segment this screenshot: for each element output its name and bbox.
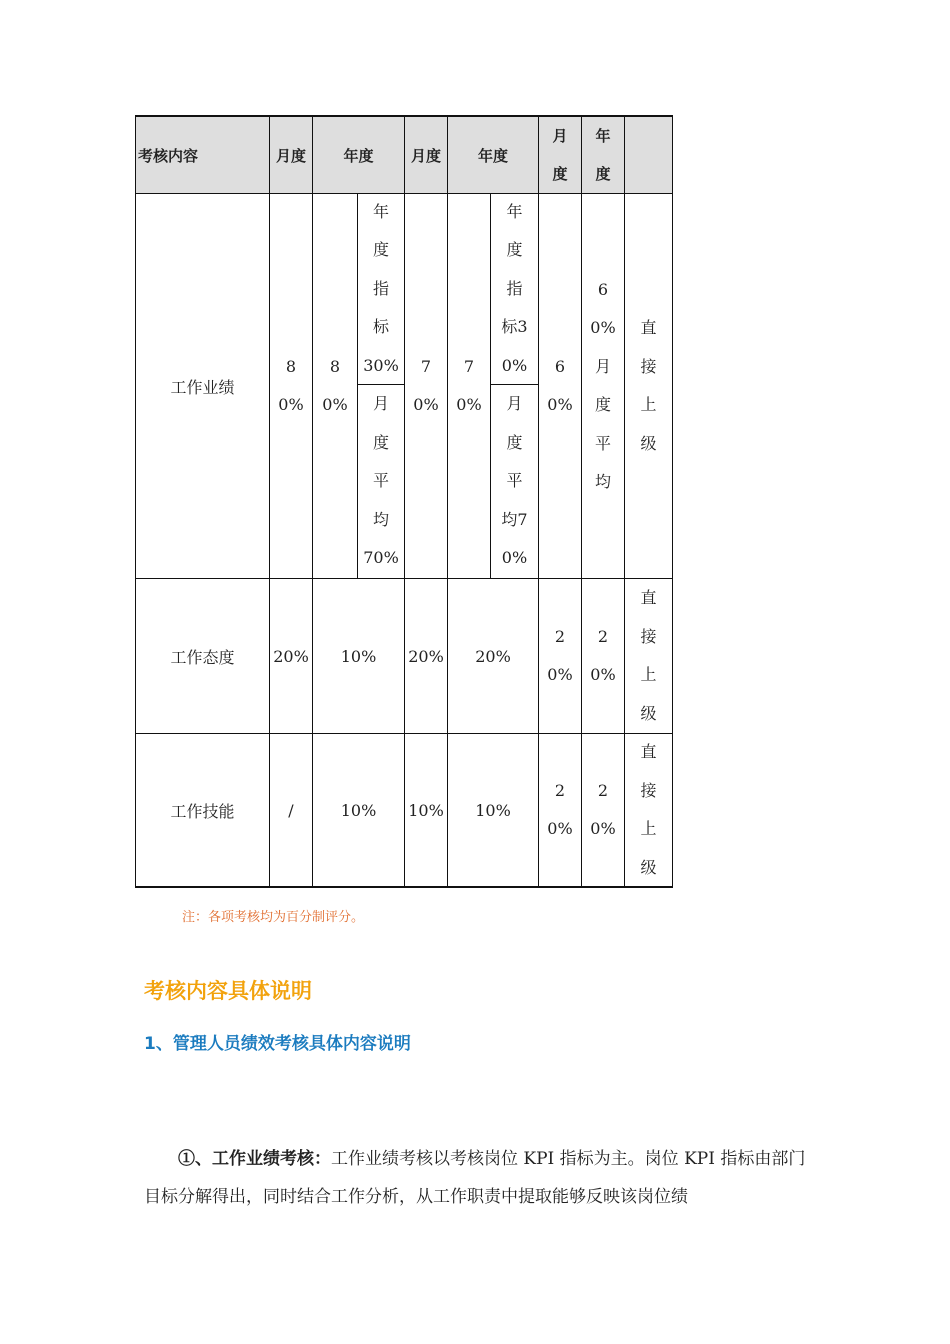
cell-text: 级 [640,433,657,453]
cell-text: 直 [640,742,657,761]
attitude-c2: 10% [340,646,377,666]
attitude-c1: 20% [273,646,309,666]
cell-text: 度 [372,432,389,452]
attitude-c5 [539,579,581,733]
cell-text: 年 [372,201,389,221]
cell-text: 月 [372,394,389,414]
header-col2: 年度 [343,146,374,165]
cell-text: 0% [322,395,348,414]
cell-text: 接 [640,356,657,376]
header-col3: 月度 [410,146,441,165]
skills-c5 [539,734,581,886]
skills-c2: 10% [340,800,377,820]
cell-text: 接 [640,780,657,800]
performance-c4-monthly [491,385,538,578]
cell-text: 0% [278,395,304,414]
section-title: 考核内容具体说明 [144,979,312,1003]
header-col4: 年度 [477,146,508,165]
paragraph-lead: ①、工作业绩考核： [178,1149,331,1169]
cell-text: 2 [597,780,609,800]
cell-text: 0% [501,548,528,568]
performance-c4-annual [491,194,538,384]
cell-text: 月 [594,356,611,376]
header-col5 [539,117,581,193]
cell-text: 标3 [501,317,528,337]
performance-c2-monthly [358,385,404,578]
performance-c1 [270,194,312,578]
cell-text: 0% [413,395,439,414]
cell-text: 30% [363,355,399,375]
performance-c2 [313,194,357,578]
cell-text: 0% [547,819,573,838]
cell-text: 指 [506,278,523,298]
cell-text: 指 [372,278,389,298]
cell-text: 上 [640,665,657,684]
cell-text: 度 [594,395,611,414]
subsection-title: 1、管理人员绩效考核具体内容说明 [144,1034,411,1054]
cell-text: 6 [554,356,566,376]
cell-text: 7 [420,356,432,376]
cell-text: 年 [506,201,523,221]
attitude-c3: 20% [408,646,444,666]
header-col5-char: 度 [552,165,568,183]
skills-c4: 10% [475,800,511,820]
cell-text: 级 [640,857,657,877]
performance-c6 [582,194,624,578]
skills-c1: / [288,800,294,820]
performance-evaluator [625,194,672,578]
cell-text: 2 [597,626,609,646]
cell-text: 8 [285,356,297,376]
cell-text: 0% [590,665,616,684]
cell-text: 2 [554,626,566,646]
cell-text: 上 [640,819,657,838]
cell-text: 均 [372,509,389,529]
header-col5-char: 月 [552,126,568,145]
performance-c5 [539,194,581,578]
cell-text: 直 [640,588,657,607]
cell-text: 平 [372,471,389,491]
paragraph-body: 工作业绩考核以考核岗位 KPI 指标为主。岗位 KPI 指标由部门目标分解得出，同时结合工作分析，从工作职责中提取能够反映该岗位绩 [144,1149,806,1207]
header-col1: 月度 [275,146,306,165]
row-label-attitude: 工作态度 [170,647,235,667]
body-paragraph [144,1140,812,1216]
header-col6 [582,117,624,193]
cell-text: 平 [594,433,611,453]
cell-text: 8 [329,356,341,376]
skills-evaluator [625,734,672,886]
header-col6-char: 度 [595,165,611,183]
cell-text: 均 [594,472,611,491]
cell-text: 2 [554,780,566,800]
header-content: 考核内容 [138,146,199,165]
cell-text: 0% [501,355,528,375]
row-label-skills: 工作技能 [170,801,235,821]
attitude-evaluator [625,579,672,733]
cell-text: 直 [640,318,657,337]
row-label-performance: 工作业绩 [170,377,235,397]
cell-text: 度 [506,240,523,260]
cell-text: 0% [547,395,573,414]
skills-c6 [582,734,624,886]
performance-c2-annual [358,194,404,384]
attitude-c4: 20% [475,646,511,666]
cell-text: 上 [640,395,657,414]
cell-text: 0% [547,665,573,684]
attitude-c6 [582,579,624,733]
cell-text: 月 [506,394,523,414]
cell-text: 0% [456,395,482,414]
cell-text: 接 [640,626,657,646]
cell-text: 70% [363,548,399,568]
skills-c3: 10% [408,800,444,820]
cell-text: 均7 [501,509,528,529]
table-border-right [672,115,673,888]
cell-text: 平 [506,471,523,491]
performance-c4 [448,194,490,578]
cell-text: 7 [463,356,475,376]
performance-c3 [405,194,447,578]
cell-text: 级 [640,703,657,723]
cell-text: 度 [372,240,389,260]
table-note: 注：各项考核均为百分制评分。 [182,910,365,925]
cell-text: 0% [590,819,616,838]
header-col6-char: 年 [595,126,611,145]
cell-text: 6 [597,279,609,299]
cell-text: 度 [506,432,523,452]
cell-text: 0% [590,318,616,337]
cell-text: 标 [372,317,389,337]
